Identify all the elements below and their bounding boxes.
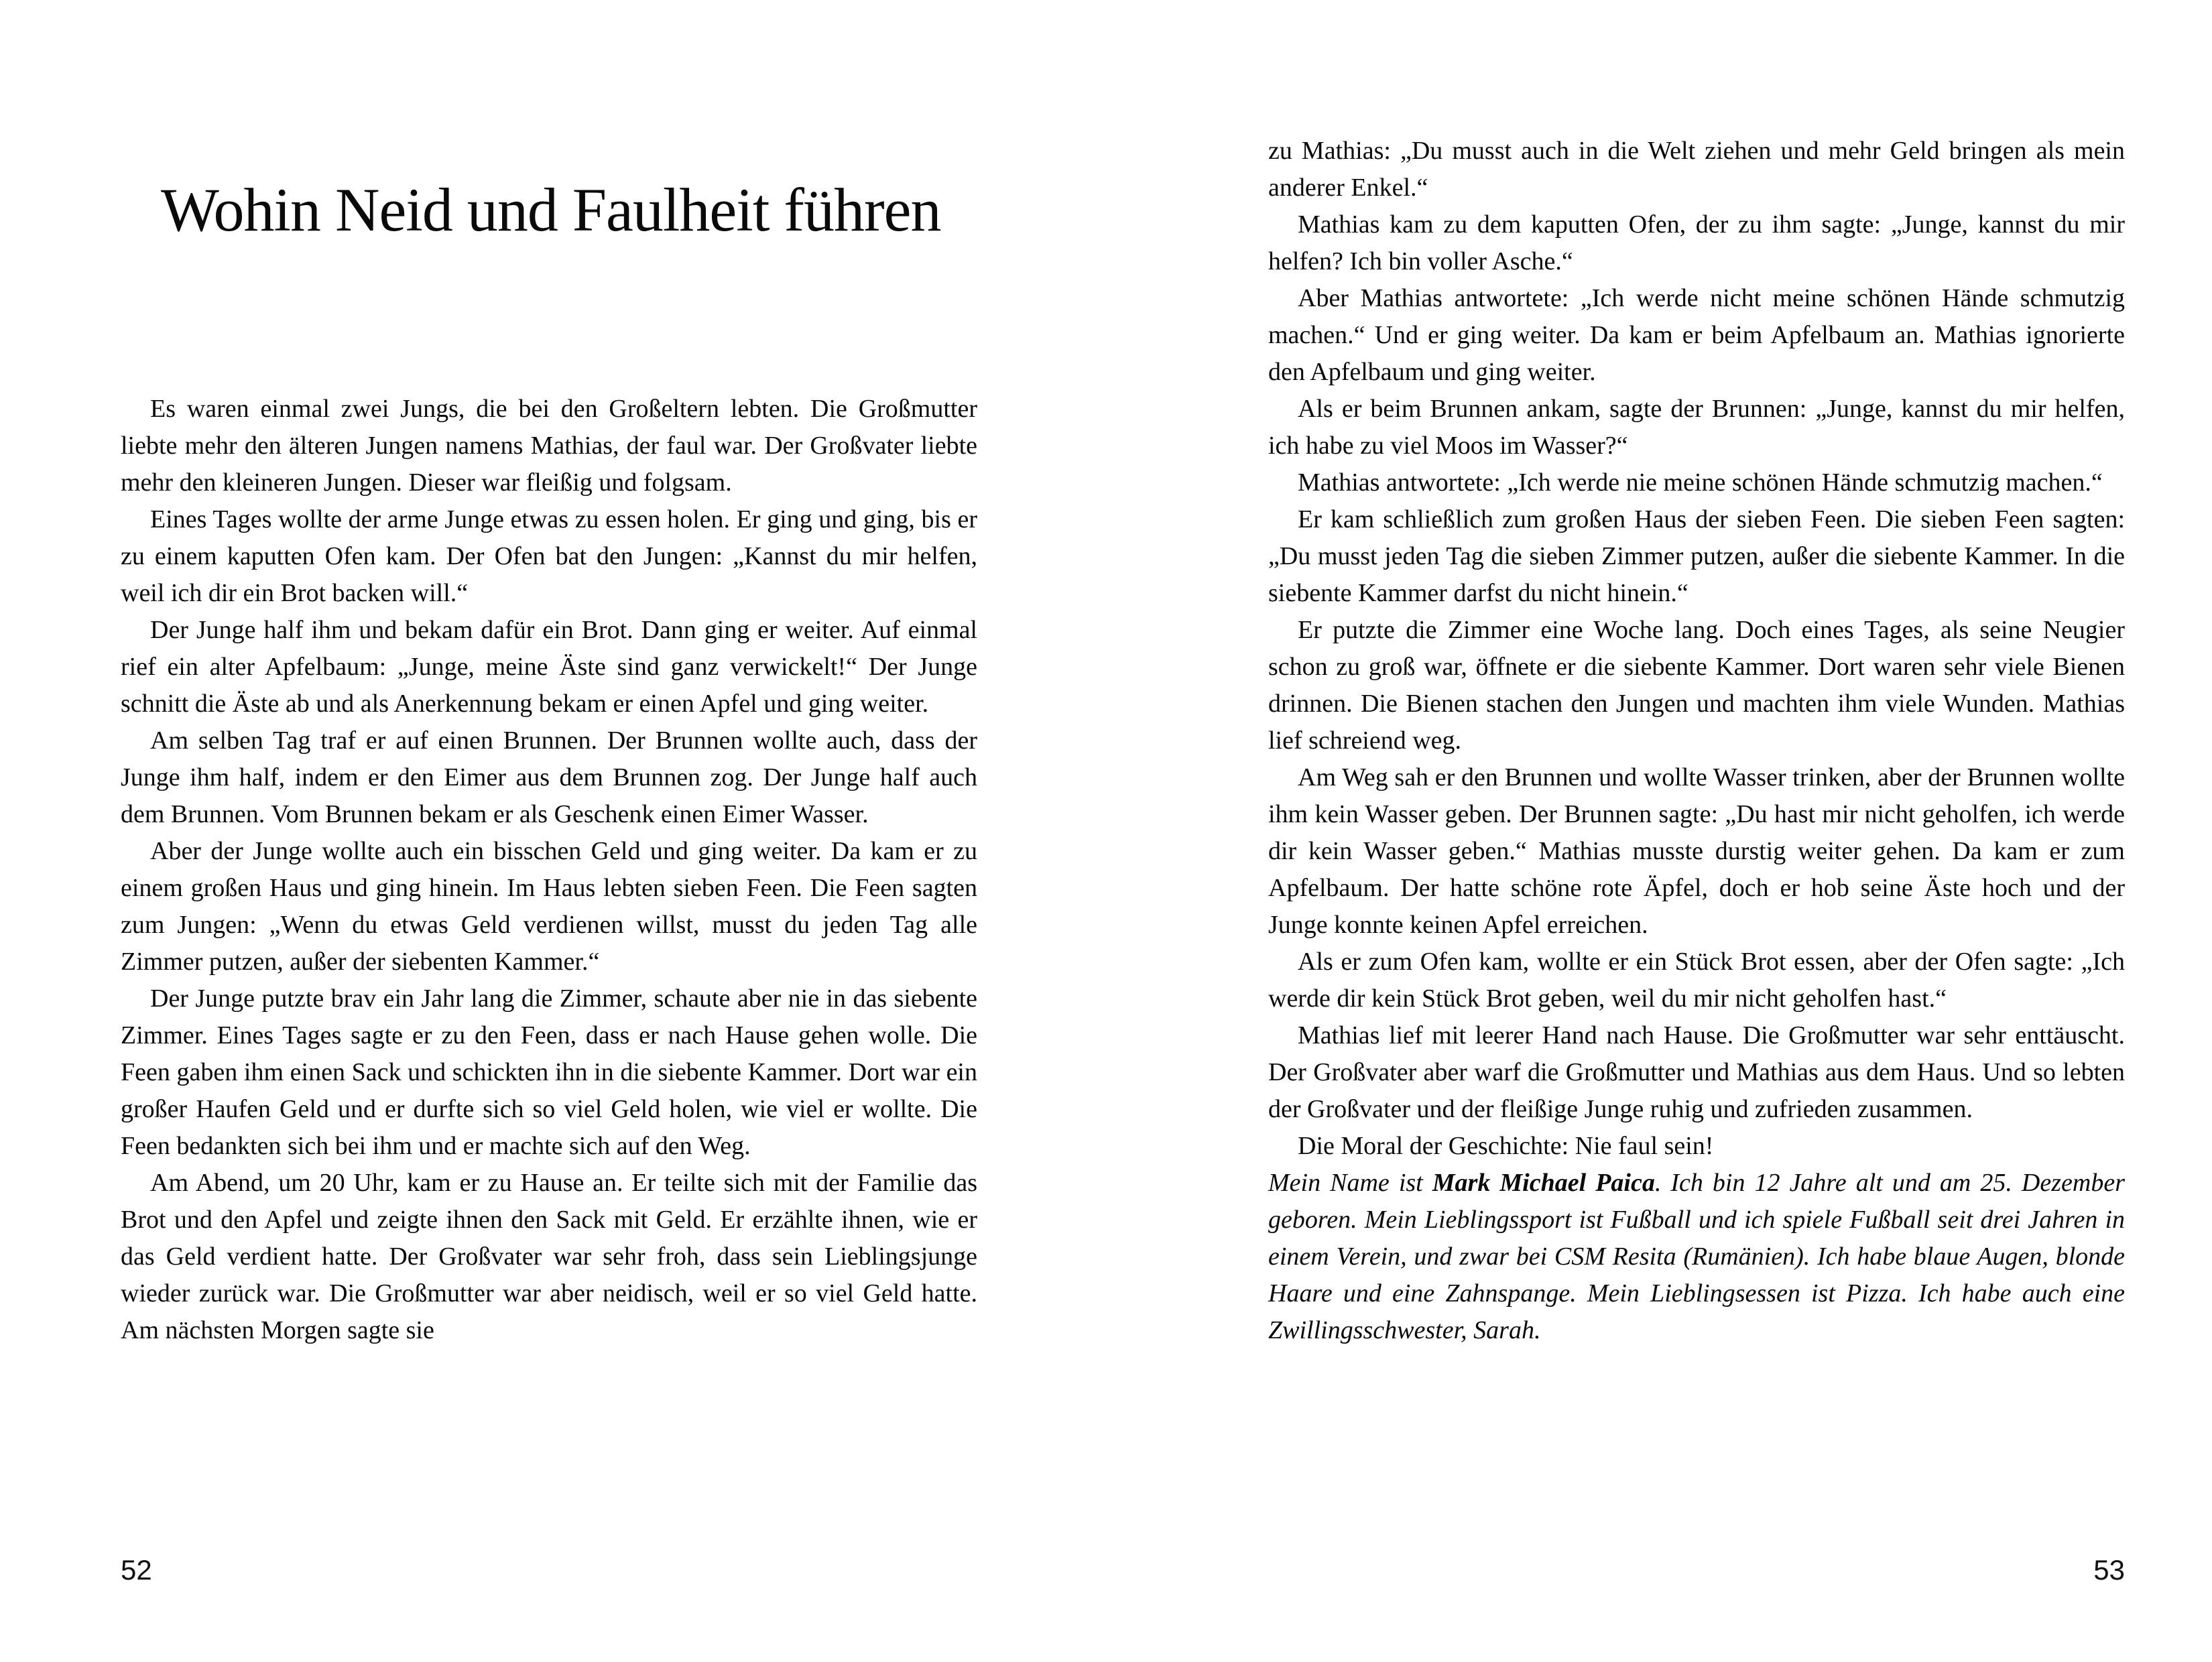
story-paragraph: Eines Tages wollte der arme Junge etwas zu essen holen. Er ging und ging, bis er zu einem kaputten Ofen kam. Der Ofen bat den Jungen: „Kannst du mir helfen, weil ich dir ein Brot backen will.“ (121, 505, 977, 607)
page-number-left: 52 (121, 1554, 152, 1586)
story-paragraph: Aber der Junge wollte auch ein bisschen Geld und ging weiter. Da kam er zu einem großen Haus und ging hinein. Im Haus lebten sieben Feen. Die Feen sagten zum Jungen: „Wenn du etwas Geld verdienen willst, musst du jeden Tag alle Zimmer putzen, außer der siebenten Kammer.“ (121, 837, 977, 976)
right-page (1268, 0, 2125, 1662)
bio-name: Mark Michael Paica (1432, 1169, 1655, 1197)
story-paragraph: Am selben Tag traf er auf einen Brunnen. Der Brunnen wollte auch, dass der Junge ihm half, indem er den Eimer aus dem Brunnen zog. Der Junge half auch dem Brunnen. Vom Brunnen bekam er als Geschenk einen Eimer Wasser. (121, 726, 977, 828)
story-paragraph: Mathias kam zu dem kaputten Ofen, der zu ihm sagte: „Junge, kannst du mir helfen? Ich bin voller Asche.“ (1268, 210, 2125, 275)
bio-lead: Mein Name ist (1268, 1169, 1432, 1197)
story-paragraph: zu Mathias: „Du musst auch in die Welt ziehen und mehr Geld bringen als mein anderer Enkel.“ (1268, 137, 2125, 202)
story-paragraph: Es waren einmal zwei Jungs, die bei den Großeltern lebten. Die Großmutter liebte mehr den älteren Jungen namens Mathias, der faul war. Der Großvater liebte mehr den kleineren Jungen. Dieser war fleißig und folgsam. (121, 395, 977, 497)
bio-rest: . Ich bin 12 Jahre alt und am 25. Dezember geboren. Mein Lieblingssport ist Fußball und ich spiele Fußball seit drei Jahren in einem Verein, und zwar bei CSM Resita (Rumänien). Ich habe blaue Augen, blonde Haare und eine Zahnspange. Mein Lieblingsessen ist Pizza. Ich habe auch eine Zwillingsschwester, Sarah. (1268, 1169, 2125, 1344)
left-page (121, 0, 977, 1662)
story-paragraph: Mathias lief mit leerer Hand nach Hause. Die Großmutter war sehr enttäuscht. Der Großvater aber warf die Großmutter und Mathias aus dem Haus. Und so lebten der Großvater und der fleißige Junge ruhig und zufrieden zusammen. (1268, 1021, 2125, 1123)
story-paragraph: Als er zum Ofen kam, wollte er ein Stück Brot essen, aber der Ofen sagte: „Ich werde dir kein Stück Brot geben, weil du mir nicht geholfen hast.“ (1268, 948, 2125, 1013)
story-paragraph: Der Junge half ihm und bekam dafür ein Brot. Dann ging er weiter. Auf einmal rief ein alter Apfelbaum: „Junge, meine Äste sind ganz verwickelt!“ Der Junge schnitt die Äste ab und als Anerkennung bekam er einen Apfel und ging weiter. (121, 616, 977, 718)
story-paragraph: Mathias antwortete: „Ich werde nie meine schönen Hände schmutzig machen.“ (1298, 468, 2103, 497)
story-moral: Die Moral der Geschichte: Nie faul sein! (1298, 1132, 1714, 1160)
story-paragraph: Aber Mathias antwortete: „Ich werde nicht meine schönen Hände schmutzig machen.“ Und er ging weiter. Da kam er beim Apfelbaum an. Mathias ignorierte den Apfelbaum und ging weiter. (1268, 284, 2125, 386)
story-paragraph: Er putzte die Zimmer eine Woche lang. Doch eines Tages, als seine Neugier schon zu groß war, öffnete er die siebente Kammer. Dort waren sehr viele Bienen drinnen. Die Bienen stachen den Jungen und machten ihm viele Wunden. Mathias lief schreiend weg. (1268, 616, 2125, 755)
story-paragraph: Der Junge putzte brav ein Jahr lang die Zimmer, schaute aber nie in das siebente Zimmer. Eines Tages sagte er zu den Feen, dass er nach Hause gehen wolle. Die Feen gaben ihm einen Sack und schickten ihn in die siebente Kammer. Dort war ein großer Haufen Geld und er durfte sich so viel Geld holen, wie viel er wollte. Die Feen bedankten sich bei ihm und er machte sich auf den Weg. (121, 984, 977, 1160)
story-paragraph: Am Abend, um 20 Uhr, kam er zu Hause an. Er teilte sich mit der Familie das Brot und den Apfel und zeigte ihnen den Sack mit Geld. Er erzählte ihnen, wie er das Geld verdient hatte. Der Großvater war sehr froh, dass sein Lieblingsjunge wieder zurück war. Die Großmutter war aber neidisch, weil er so viel Geld hatte. Am nächsten Morgen sagte sie (121, 1169, 977, 1344)
right-page-text (1268, 133, 2125, 1349)
story-paragraph: Als er beim Brunnen ankam, sagte der Brunnen: „Junge, kannst du mir helfen, ich habe zu viel Moos im Wasser?“ (1268, 395, 2125, 460)
story-paragraph: Er kam schließlich zum großen Haus der sieben Feen. Die sieben Feen sagten: „Du musst jeden Tag die sieben Zimmer putzen, außer die siebente Kammer. In die siebente Kammer darfst du nicht hinein.“ (1268, 505, 2125, 607)
story-paragraph: Am Weg sah er den Brunnen und wollte Wasser trinken, aber der Brunnen wollte ihm kein Wasser geben. Der Brunnen sagte: „Du hast mir nicht geholfen, ich werde dir kein Wasser geben.“ Mathias musste durstig weiter gehen. Da kam er zum Apfelbaum. Der hatte schöne rote Äpfel, doch er hob seine Äste hoch und der Junge konnte keinen Apfel erreichen. (1268, 763, 2125, 939)
bio-paragraph (1268, 1165, 2125, 1349)
page-number-right: 53 (2093, 1554, 2125, 1586)
story-title: Wohin Neid und Faulheit führen (161, 175, 941, 244)
left-page-text (121, 391, 977, 1349)
